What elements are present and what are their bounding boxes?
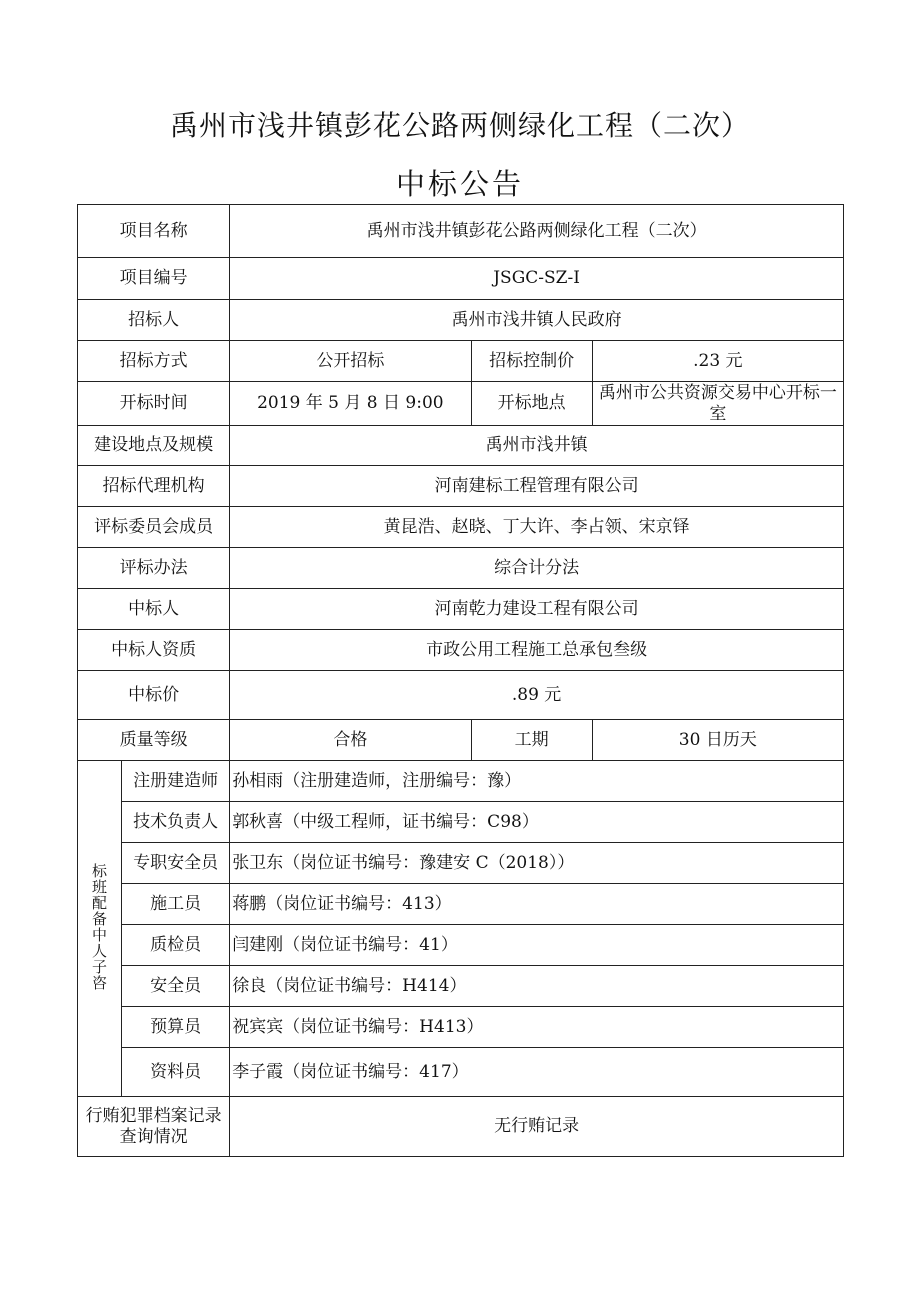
- quality-value: 合格: [230, 720, 471, 761]
- staff-info: 郭秋喜（中级工程师，证书编号：C98）: [230, 802, 844, 843]
- bribery-value: 无行贿记录: [230, 1097, 844, 1157]
- staff-row: [78, 802, 844, 843]
- eval-method-label: 评标办法: [78, 548, 230, 589]
- row-winner: [78, 589, 844, 630]
- staff-role: 专职安全员: [122, 843, 230, 884]
- bid-announcement-table: [77, 204, 844, 1157]
- staff-info: 孙相雨（注册建造师，注册编号：豫）: [230, 761, 844, 802]
- eval-method-value: 综合计分法: [230, 548, 844, 589]
- staff-row: [78, 843, 844, 884]
- row-quality: [78, 720, 844, 761]
- staff-role: 注册建造师: [122, 761, 230, 802]
- project-name-label: 项目名称: [78, 205, 230, 258]
- price-label: 中标价: [78, 671, 230, 720]
- row-tenderer: [78, 300, 844, 341]
- quality-label: 质量等级: [78, 720, 230, 761]
- staff-info: 蒋鹏（岗位证书编号：413）: [230, 884, 844, 925]
- row-project-name: [78, 205, 844, 258]
- staff-row: [78, 966, 844, 1007]
- staff-info: 闫建刚（岗位证书编号：41）: [230, 925, 844, 966]
- row-open-time: [78, 382, 844, 426]
- agency-value: 河南建标工程管理有限公司: [230, 466, 844, 507]
- staff-info: 张卫东（岗位证书编号：豫建安 C（2018））: [230, 843, 844, 884]
- site-value: 禹州市浅井镇: [230, 426, 844, 466]
- row-price: [78, 671, 844, 720]
- row-committee: [78, 507, 844, 548]
- staff-row: [78, 884, 844, 925]
- qualification-value: 市政公用工程施工总承包叁级: [230, 630, 844, 671]
- staff-row: [78, 761, 844, 802]
- staff-role: 安全员: [122, 966, 230, 1007]
- committee-label: 评标委员会成员: [78, 507, 230, 548]
- staff-row: [78, 1048, 844, 1097]
- row-project-no: [78, 258, 844, 300]
- agency-label: 招标代理机构: [78, 466, 230, 507]
- winner-value: 河南乾力建设工程有限公司: [230, 589, 844, 630]
- staff-role: 资料员: [122, 1048, 230, 1097]
- row-site: [78, 426, 844, 466]
- qualification-label: 中标人资质: [78, 630, 230, 671]
- period-label: 工期: [471, 720, 592, 761]
- staff-info: 祝宾宾（岗位证书编号：H413）: [230, 1007, 844, 1048]
- project-no-value: JSGC-SZ-I: [230, 258, 844, 300]
- staff-row: [78, 925, 844, 966]
- open-time-value: 2019 年 5 月 8 日 9:00: [230, 382, 471, 426]
- control-price-value: .23 元: [592, 341, 843, 382]
- tenderer-value: 禹州市浅井镇人民政府: [230, 300, 844, 341]
- method-value: 公开招标: [230, 341, 471, 382]
- row-qualification: [78, 630, 844, 671]
- row-eval-method: [78, 548, 844, 589]
- period-value: 30 日历天: [592, 720, 843, 761]
- row-method: [78, 341, 844, 382]
- row-bribery: [78, 1097, 844, 1157]
- method-label: 招标方式: [78, 341, 230, 382]
- title-line-2: 中标公告: [395, 167, 524, 201]
- staff-info: 徐良（岗位证书编号：H414）: [230, 966, 844, 1007]
- control-price-label: 招标控制价: [471, 341, 592, 382]
- staff-role: 质检员: [122, 925, 230, 966]
- staff-role: 施工员: [122, 884, 230, 925]
- price-value: .89 元: [230, 671, 844, 720]
- staff-row: [78, 1007, 844, 1048]
- winner-label: 中标人: [78, 589, 230, 630]
- committee-value: 黄昆浩、赵晓、丁大许、李占领、宋京铎: [230, 507, 844, 548]
- staff-group-text: 标班配备中人子咨: [92, 862, 108, 992]
- site-label: 建设地点及规模: [78, 426, 230, 466]
- tenderer-label: 招标人: [78, 300, 230, 341]
- open-place-value: 禹州市公共资源交易中心开标一室: [592, 382, 843, 426]
- bribery-label: 行贿犯罪档案记录查询情况: [78, 1097, 230, 1157]
- title-line-1: 禹州市浅井镇彭花公路两侧绿化工程（二次）: [169, 109, 750, 142]
- staff-role: 预算员: [122, 1007, 230, 1048]
- staff-role: 技术负责人: [122, 802, 230, 843]
- staff-group-label: [78, 761, 122, 1097]
- open-time-label: 开标时间: [78, 382, 230, 426]
- staff-info: 李子霞（岗位证书编号：417）: [230, 1048, 844, 1097]
- row-agency: [78, 466, 844, 507]
- open-place-label: 开标地点: [471, 382, 592, 426]
- project-name-value: 禹州市浅井镇彭花公路两侧绿化工程（二次）: [230, 205, 844, 258]
- project-no-label: 项目编号: [78, 258, 230, 300]
